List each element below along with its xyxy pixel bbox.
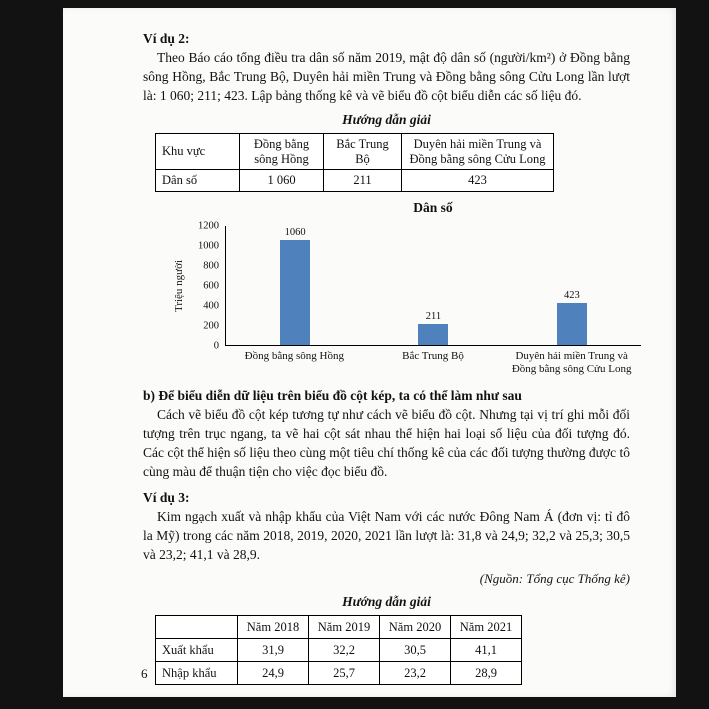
page-content xyxy=(63,8,676,685)
y-axis-tick-label: 1000 xyxy=(198,240,219,252)
data-source-note: (Nguồn: Tổng cục Thống kê) xyxy=(479,571,630,586)
bar xyxy=(280,240,310,345)
example3-solution-heading: Hướng dẫn giải xyxy=(342,594,431,609)
table-header-cell: Năm 2018 xyxy=(238,616,309,639)
table-cell: Xuất khẩu xyxy=(156,639,238,662)
y-axis-tick-label: 800 xyxy=(203,260,219,272)
table-row xyxy=(156,639,522,662)
x-axis-category-label: Bắc Trung Bộ xyxy=(402,350,464,362)
population-density-table xyxy=(155,133,554,192)
bar-value-label: 1060 xyxy=(284,226,306,238)
table-cell: 23,2 xyxy=(380,662,451,685)
bar-slot xyxy=(503,226,641,345)
table-cell: 423 xyxy=(402,170,554,192)
table-header-cell: Duyên hải miền Trung và Đồng bằng sông Cửu Long xyxy=(402,134,554,170)
y-axis-tick-label: 0 xyxy=(213,340,219,352)
table-header-cell: Năm 2021 xyxy=(451,616,522,639)
table-cell: 31,9 xyxy=(238,639,309,662)
chart-y-axis-label-wrap xyxy=(171,226,187,346)
table-cell: Dân số xyxy=(156,170,240,192)
table-cell: 24,9 xyxy=(238,662,309,685)
table-cell: 30,5 xyxy=(380,639,451,662)
export-import-table xyxy=(155,615,522,685)
bar-value-label: 423 xyxy=(563,290,580,302)
table-cell: 28,9 xyxy=(451,662,522,685)
table-cell: 25,7 xyxy=(309,662,380,685)
y-axis-tick-label: 400 xyxy=(203,300,219,312)
y-axis-tick-label: 600 xyxy=(203,280,219,292)
chart-x-axis-labels xyxy=(225,346,641,376)
page-number: 6 xyxy=(141,666,148,681)
section-b-heading: b) Để biểu diễn dữ liệu trên biểu đồ cột kép, ta có thể làm như sau xyxy=(143,388,522,403)
table-cell: 32,2 xyxy=(309,639,380,662)
table-row xyxy=(156,170,554,192)
example3-label: Ví dụ 3: xyxy=(143,490,190,505)
table-header-cell: Khu vực xyxy=(156,134,240,170)
chart-body xyxy=(171,220,641,352)
table-cell: 1 060 xyxy=(240,170,324,192)
textbook-page xyxy=(63,8,676,697)
bar xyxy=(418,324,448,345)
bar-slot xyxy=(364,226,502,345)
example2-label: Ví dụ 2: xyxy=(143,31,190,46)
y-axis-tick-label: 1200 xyxy=(198,220,219,232)
bar xyxy=(557,303,587,345)
table-header-cell: Năm 2020 xyxy=(380,616,451,639)
example3-body: Kim ngạch xuất và nhập khẩu của Việt Nam với các nước Đông Nam Á (đơn vị: tỉ đô la Mỹ) trong các năm 2018, 2019, 2020, 2021 lần lượt là: 31,8 và 24,9; 32,2 và 25,3; 30,5 và 23,2; 41,1 và 28,9. xyxy=(143,509,630,562)
table-cell: 211 xyxy=(324,170,402,192)
table-cell: 41,1 xyxy=(451,639,522,662)
example2-solution-heading: Hướng dẫn giải xyxy=(342,112,431,127)
table-header-cell: Năm 2019 xyxy=(309,616,380,639)
table-header-cell: Bắc Trung Bộ xyxy=(324,134,402,170)
x-axis-category-label: Đồng bằng sông Hồng xyxy=(244,350,344,362)
table-cell: Nhập khẩu xyxy=(156,662,238,685)
bar-value-label: 211 xyxy=(425,311,442,323)
table-header-cell xyxy=(156,616,238,639)
chart-plot-area xyxy=(225,226,641,346)
example2-body: Theo Báo cáo tổng điều tra dân số năm 2019, mật độ dân số (người/km²) ở Đồng bằng sông Hồng, Bắc Trung Bộ, Duyên hải miền Trung và Đồng bằng sông Cửu Long lần lượt là: 1 060; 211; 423. Lập bảng thống kê và vẽ biểu đồ cột biểu diễn các số liệu đó. xyxy=(143,50,630,103)
table-header-cell: Đồng bằng sông Hồng xyxy=(240,134,324,170)
chart-y-axis xyxy=(187,220,225,352)
section-b-body: Cách vẽ biểu đồ cột kép tương tự như cách vẽ biểu đồ cột. Nhưng tại vị trí ghi mỗi đối tượng trên trục ngang, ta vẽ hai cột sát nhau thể hiện hai loại số liệu của đối tượng đó. Các cột thể hiện số liệu theo cùng một tiêu chí thống kê của các đối tượng thường được tô cùng màu để thuận tiện cho việc đọc biểu đồ. xyxy=(143,407,630,479)
table-row xyxy=(156,662,522,685)
bar-slot xyxy=(226,226,364,345)
table-header-row xyxy=(156,616,522,639)
chart-y-axis-label: Triệu người xyxy=(173,259,185,313)
table-header-row xyxy=(156,134,554,170)
x-axis-category-label: Duyên hải miền Trung và Đồng bằng sông Cửu Long xyxy=(511,350,632,375)
population-bar-chart xyxy=(171,200,641,376)
chart-title: Dân số xyxy=(413,200,453,215)
y-axis-tick-label: 200 xyxy=(203,320,219,332)
